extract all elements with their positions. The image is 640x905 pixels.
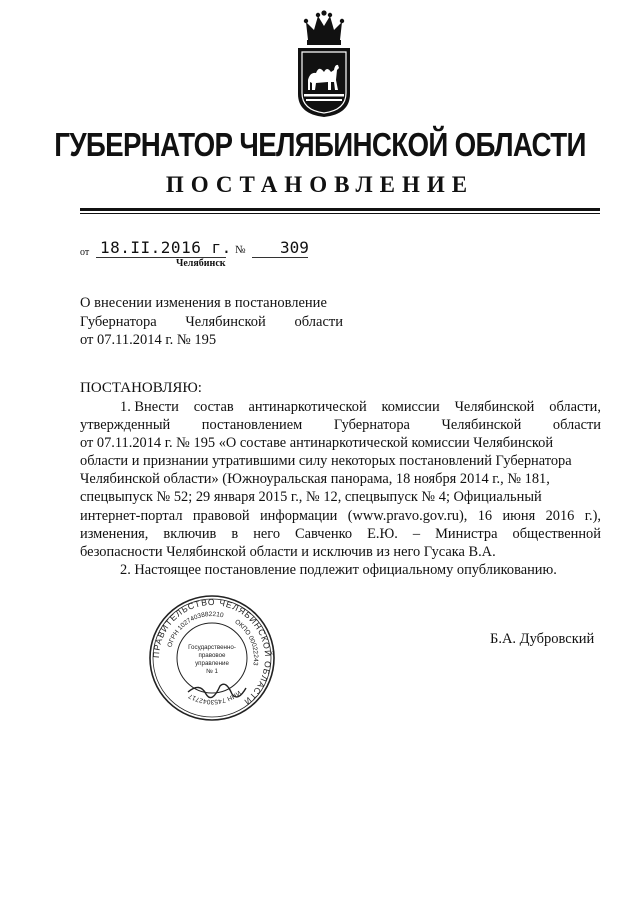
body-line: Челябинской области» (Южноуральская панорама, 18 ноября 2014 г., № 181, (80, 471, 550, 488)
document-body (80, 398, 601, 579)
decree-heading: ПОСТАНОВЛЯЮ: (80, 380, 202, 396)
svg-text:ИНН 7453042717: ИНН 7453042717 (187, 688, 242, 706)
svg-text:№ 1: № 1 (206, 668, 218, 675)
body-line: от 07.11.2014 г. № 195 «О составе антинаркотической комиссии Челябинской (80, 435, 554, 452)
document-title: ГУБЕРНАТОР ЧЕЛЯБИНСКОЙ ОБЛАСТИ (54, 126, 586, 163)
subject-line: О внесении изменения в постановление (80, 295, 327, 311)
document-date: 18.II.2016 г. (100, 238, 232, 257)
document-type: ПОСТАНОВЛЕНИЕ (165, 172, 475, 197)
body-line: 2. Настоящее постановление подлежит официальному опубликованию. (120, 561, 557, 578)
number-label: № (235, 244, 246, 256)
date-number-block (80, 234, 320, 274)
body-line: безопасности Челябинской области и исключив из него Гусака В.А. (80, 543, 496, 560)
document-number: 309 (280, 238, 309, 257)
body-line: интернет-портал правовой информации (www.pravo.gov.ru), 16 июня 2016 г.), (80, 507, 601, 524)
document-subject (80, 294, 343, 350)
date-prefix: от (80, 247, 90, 258)
official-seal (148, 594, 276, 722)
svg-text:ПРАВИТЕЛЬСТВО ЧЕЛЯБИНСКОЙ ОБЛА: ПРАВИТЕЛЬСТВО ЧЕЛЯБИНСКОЙ ОБЛАСТИ (150, 596, 274, 708)
subject-line: Губернатора Челябинской области (80, 313, 343, 330)
body-line: спецвыпуск № 52; 29 января 2015 г., № 12, спецвыпуск № 4; Официальный (80, 489, 542, 506)
number-underline (252, 257, 308, 258)
body-line: 1. Внести состав антинаркотической комиссии Челябинской области, (120, 399, 601, 415)
svg-text:правовое: правовое (198, 652, 226, 659)
document-city: Челябинск (176, 258, 226, 269)
svg-text:ОКПО 00022243: ОКПО 00022243 (233, 618, 260, 666)
header-divider-thick (80, 208, 600, 211)
body-line: утвержденный постановлением Губернатора Челябинской области (80, 417, 601, 434)
svg-text:ОГРН 1027403882210: ОГРН 1027403882210 (166, 610, 225, 649)
header-divider-thin (80, 213, 600, 214)
svg-text:Государственно-: Государственно- (188, 644, 236, 651)
body-line: изменения, включив в него Савченко Е.Ю. – Министра общественной (80, 525, 601, 542)
chelyabinsk-coat-of-arms-icon (294, 10, 354, 118)
svg-text:управление: управление (195, 660, 229, 667)
subject-line: от 07.11.2014 г. № 195 (80, 332, 217, 348)
signatory-name: Б.А. Дубровский (490, 631, 595, 647)
body-line: области и признании утратившими силу некоторых постановлений Губернатора (80, 453, 572, 470)
